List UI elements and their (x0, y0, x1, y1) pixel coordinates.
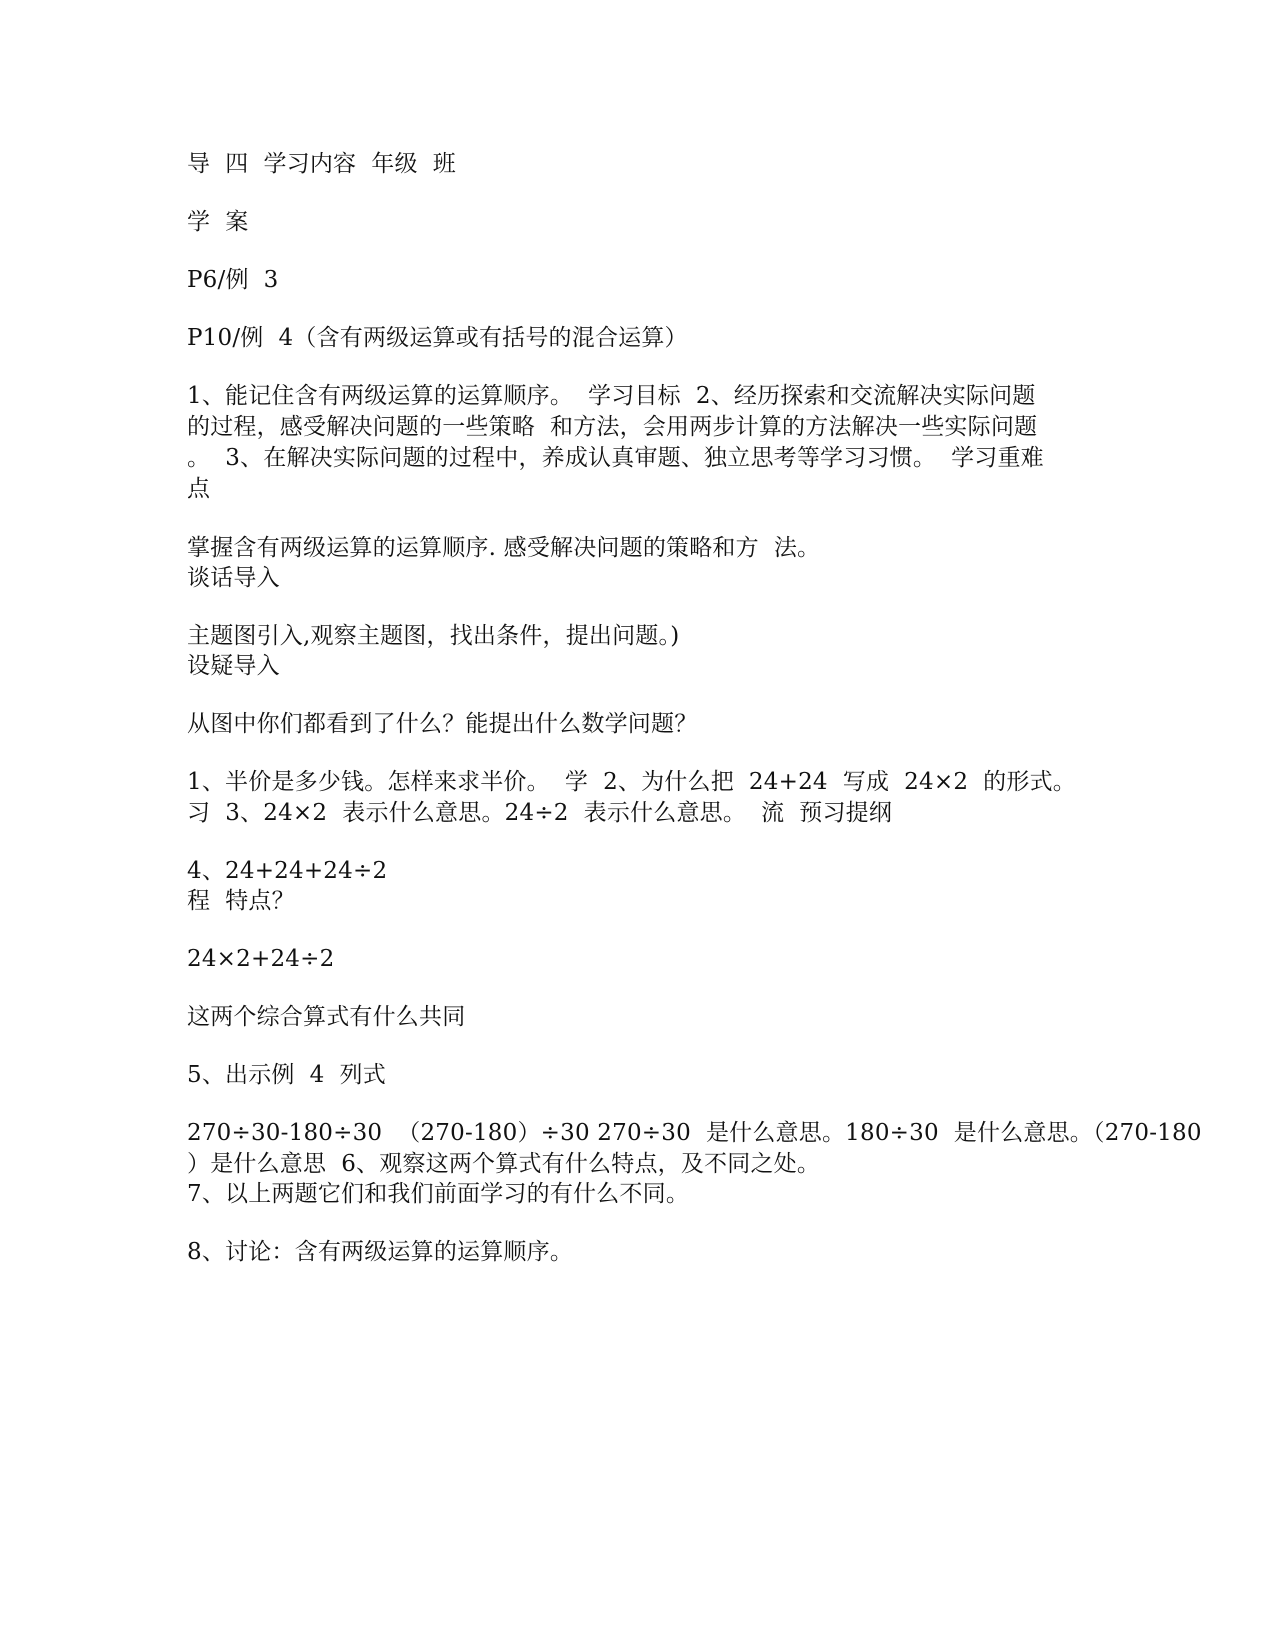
intro-line: 主题图引入,观察主题图，找出条件，提出问题。) (187, 623, 680, 649)
reference-line: P10/例 4（含有两级运算或有括号的混合运算） (187, 325, 688, 351)
question-line: 这两个综合算式有什么共同 (187, 1004, 466, 1030)
discussion-line: 8、讨论：含有两级运算的运算顺序。 (187, 1239, 574, 1265)
section-line: 设疑导入 (187, 653, 280, 679)
objective-line: 1、能记住含有两级运算的运算顺序。 学习目标 2、经历探索和交流解决实际问题 (187, 383, 1036, 409)
question-line: 从图中你们都看到了什么？能提出什么数学问题？ (187, 711, 698, 737)
objective-line: 。 3、在解决实际问题的过程中，养成认真审题、独立思考等学习习惯。 学习重难 (187, 445, 1044, 471)
section-line: 谈话导入 (187, 565, 280, 591)
example-line: 5、出示例 4 列式 (187, 1062, 386, 1088)
reference-line: P6/例 3 (187, 267, 279, 293)
objective-line: 的过程，感受解决问题的一些策略 和方法，会用两步计算的方法解决一些实际问题 (187, 414, 1038, 440)
objective-line: 点 (187, 476, 211, 502)
formula-line: 270÷30-180÷30 （270-180）÷30 270÷30 是什么意思。180÷30 是什么意思。（270-180 (187, 1120, 1202, 1146)
formula-line: 24×2+24÷2 (187, 946, 335, 972)
question-line: 1、半价是多少钱。怎样来求半价。 学 2、为什么把 24+24 写成 24×2 的形式。 (187, 769, 1076, 795)
question-line: 程 特点？ (187, 888, 295, 914)
question-line: 习 3、24×2 表示什么意思。24÷2 表示什么意思。 流 预习提纲 (187, 800, 893, 826)
subheader-line: 学 案 (187, 209, 249, 235)
question-line: ）是什么意思 6、观察这两个算式有什么特点，及不同之处。 (187, 1151, 821, 1177)
header-line: 导 四 学习内容 年级 班 (187, 151, 456, 177)
formula-line: 4、24+24+24÷2 (187, 858, 388, 884)
question-line: 7、以上两题它们和我们前面学习的有什么不同。 (187, 1181, 690, 1207)
key-points-line: 掌握含有两级运算的运算顺序. 感受解决问题的策略和方 法。 (187, 535, 821, 561)
